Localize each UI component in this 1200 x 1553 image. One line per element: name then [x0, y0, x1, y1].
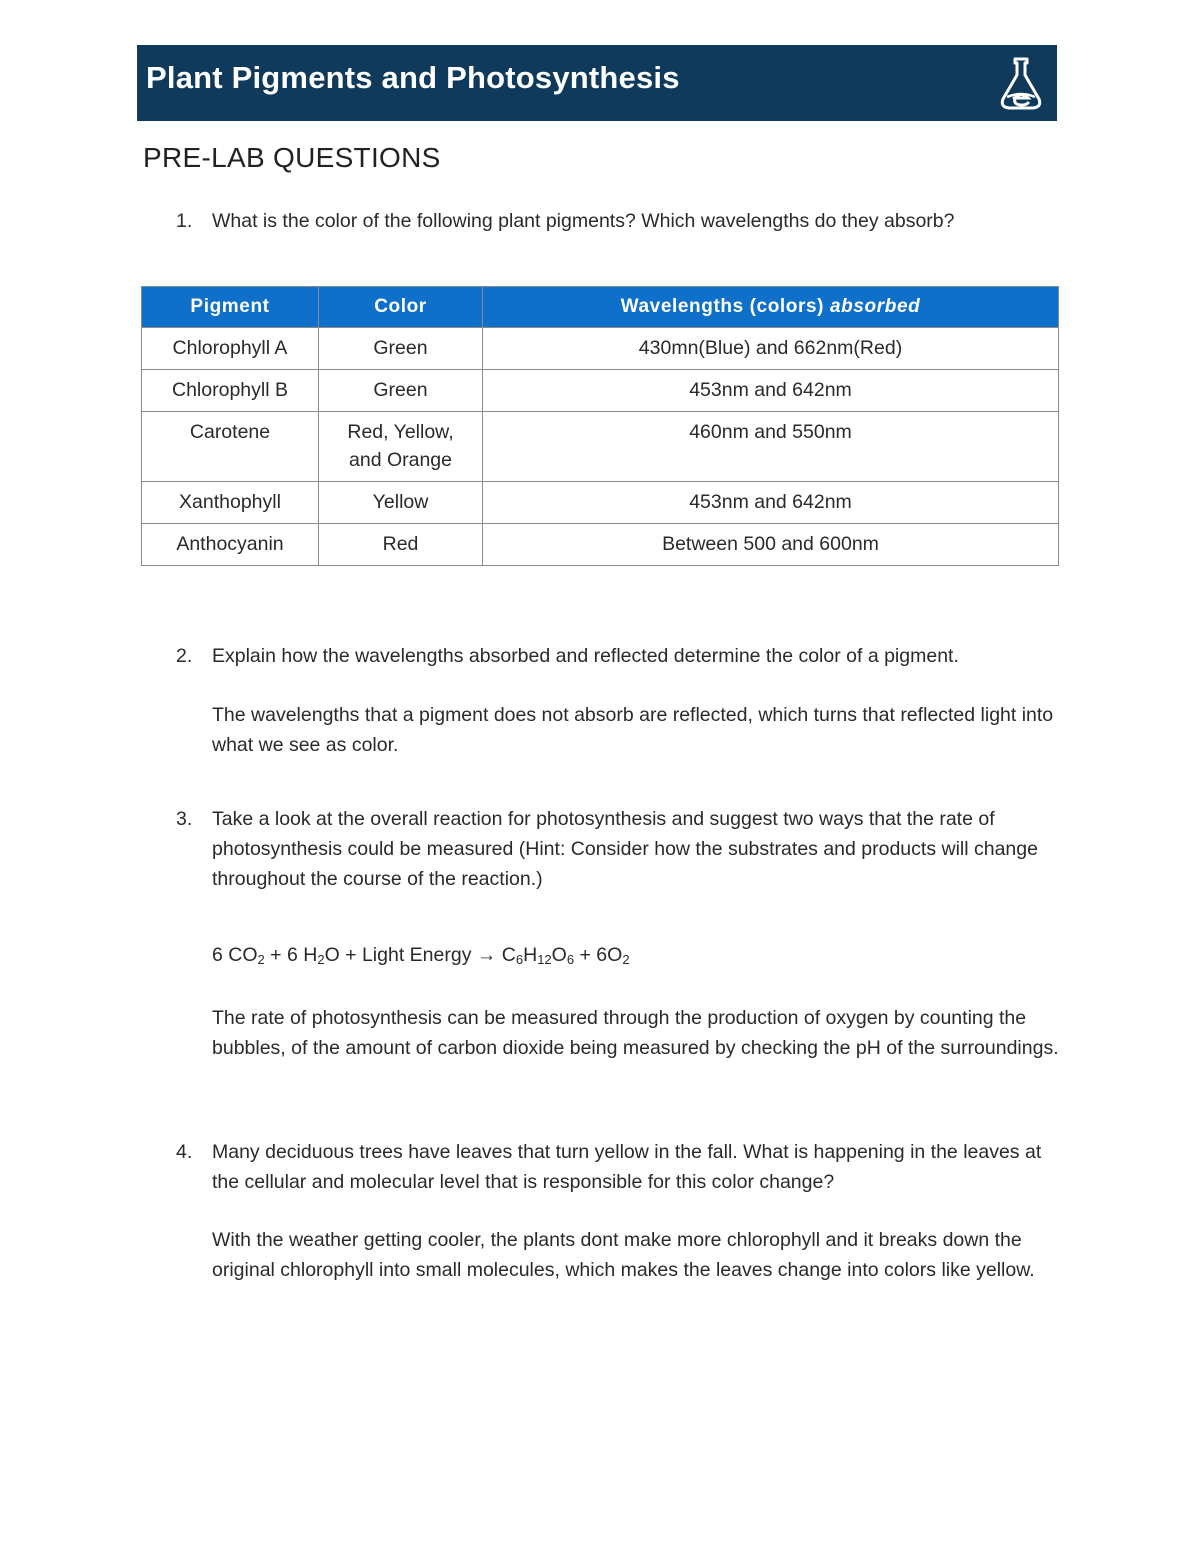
header-banner [137, 45, 1057, 121]
wavelengths-header-prefix: Wavelengths (colors) [620, 296, 825, 317]
color-cell: Red [319, 524, 483, 566]
color-cell: Green [319, 328, 483, 370]
photosynthesis-equation [212, 940, 1062, 970]
color-cell: Yellow [319, 482, 483, 524]
pigment-cell: Chlorophyll B [142, 370, 319, 412]
flask-logo-icon [993, 53, 1049, 113]
question-number: 1. [176, 210, 193, 232]
equation-part: O + Light Energy → C [324, 944, 516, 966]
color-line-2: and Orange [349, 449, 452, 471]
color-cell: Green [319, 370, 483, 412]
equation-subscript: 12 [537, 952, 552, 967]
equation-subscript: 2 [257, 952, 265, 967]
wavelengths-cell: Between 500 and 600nm [483, 524, 1059, 566]
wavelengths-cell: 453nm and 642nm [483, 482, 1059, 524]
answer-2: The wavelengths that a pigment does not absorb are reflected, which turns that reflected light into what we see as color. [212, 704, 1054, 756]
answer-3: The rate of photosynthesis can be measured through the production of oxygen by counting the bubbles, of the amount of carbon dioxide being measured by checking the pH of the surroundings. [212, 1007, 1059, 1059]
column-header-wavelengths [483, 287, 1059, 328]
pigment-cell: Xanthophyll [142, 482, 319, 524]
wavelengths-cell: 453nm and 642nm [483, 370, 1059, 412]
equation-part: + 6 H [264, 944, 318, 966]
table-row [142, 328, 1059, 370]
equation-part: 6 CO [212, 944, 258, 966]
table-row [142, 524, 1059, 566]
document-title: Plant Pigments and Photosynthesis [146, 60, 680, 95]
section-title: PRE-LAB QUESTIONS [143, 142, 441, 173]
pigment-cell: Carotene [142, 412, 319, 482]
question-number: 3. [176, 808, 193, 830]
color-cell [319, 412, 483, 482]
column-header-color: Color [319, 287, 483, 328]
question-number: 4. [176, 1141, 193, 1163]
table-row [142, 482, 1059, 524]
wavelengths-header-italic: absorbed [830, 296, 921, 317]
equation-part: H [523, 944, 538, 966]
wavelengths-cell: 460nm and 550nm [483, 412, 1059, 482]
pigment-cell: Anthocyanin [142, 524, 319, 566]
question-number: 2. [176, 645, 193, 667]
question-text: Many deciduous trees have leaves that turn yellow in the fall. What is happening in the leaves at the cellular and molecular level that is responsible for this color change? [212, 1141, 1042, 1193]
equation-subscript: 6 [515, 952, 524, 967]
equation-subscript: 2 [317, 952, 325, 967]
table-row [142, 412, 1059, 482]
equation-subscript: 2 [622, 952, 630, 967]
color-line-1: Red, Yellow, [347, 421, 454, 443]
equation-part: O [551, 944, 567, 966]
pigment-cell: Chlorophyll A [142, 328, 319, 370]
table-row [142, 370, 1059, 412]
wavelengths-cell: 430mn(Blue) and 662nm(Red) [483, 328, 1059, 370]
column-header-pigment: Pigment [142, 287, 319, 328]
equation-part: + 6O [574, 944, 623, 966]
table-header-row [142, 287, 1059, 328]
answer-4: With the weather getting cooler, the plants dont make more chlorophyll and it breaks down the original chlorophyll into small molecules, which makes the leaves change into colors like yellow. [212, 1229, 1035, 1281]
pigment-table [141, 286, 1059, 566]
equation-subscript: 6 [566, 952, 575, 967]
question-text: Explain how the wavelengths absorbed and reflected determine the color of a pigment. [212, 645, 959, 667]
question-text: Take a look at the overall reaction for photosynthesis and suggest two ways that the rate of photosynthesis could be measured (Hint: Consider how the substrates and products will change throughout the course of the reaction.) [212, 808, 1038, 890]
question-text: What is the color of the following plant pigments? Which wavelengths do they absorb? [212, 210, 955, 232]
